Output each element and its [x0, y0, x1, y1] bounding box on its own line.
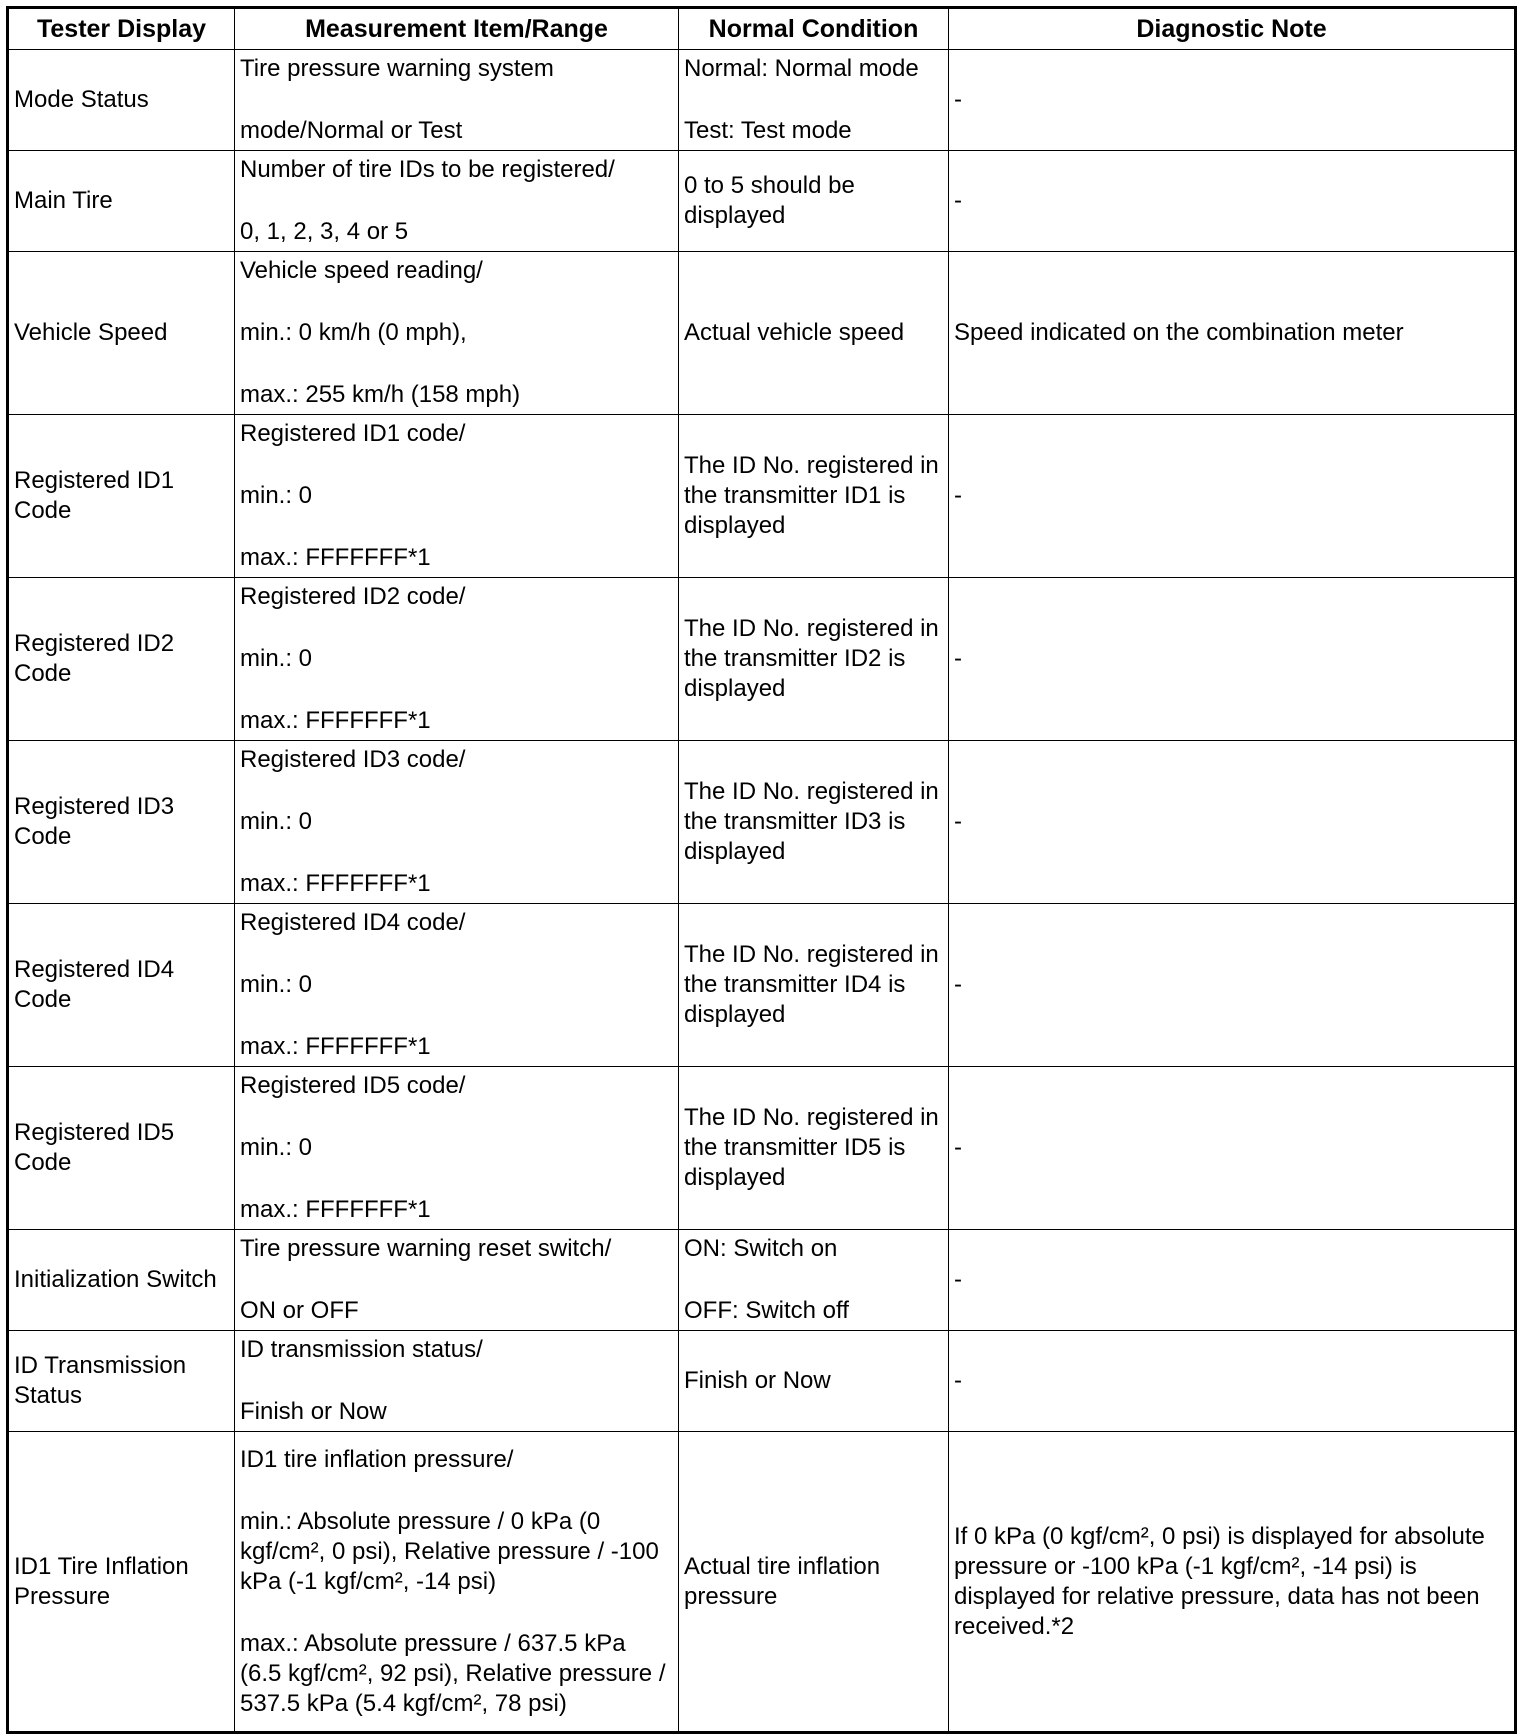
- measure-line: ON or OFF: [240, 1297, 359, 1324]
- cell-tester-display: Registered ID1 Code: [8, 415, 235, 578]
- measure-line: Registered ID3 code/: [240, 746, 466, 773]
- measure-line: Finish or Now: [240, 1398, 387, 1425]
- measure-line: min.: 0: [240, 1134, 313, 1161]
- table-row: [8, 1432, 1516, 1733]
- measure-line: mode/Normal or Test: [240, 117, 463, 144]
- cell-tester-display: Main Tire: [8, 151, 235, 252]
- cell-measurement: [235, 1230, 679, 1331]
- cell-measurement: [235, 1432, 679, 1733]
- table-row: [8, 904, 1516, 1067]
- cell-diagnostic-note: Speed indicated on the combination meter: [949, 252, 1516, 415]
- header-tester-display: Tester Display: [8, 8, 235, 50]
- cell-tester-display: ID Transmission Status: [8, 1331, 235, 1432]
- measure-line: min.: 0: [240, 645, 313, 672]
- table-row: [8, 1067, 1516, 1230]
- cell-normal-condition: Finish or Now: [679, 1331, 949, 1432]
- cell-tester-display: Vehicle Speed: [8, 252, 235, 415]
- cell-diagnostic-note: -: [949, 741, 1516, 904]
- cell-normal-condition: [679, 1230, 949, 1331]
- table-row: [8, 151, 1516, 252]
- table-row: [8, 252, 1516, 415]
- normal-line: ON: Switch on: [684, 1235, 838, 1262]
- measure-line: max.: FFFFFFF*1: [240, 870, 431, 897]
- table-row: [8, 741, 1516, 904]
- measure-line: Number of tire IDs to be registered/: [240, 156, 615, 183]
- cell-normal-condition: Actual tire inflation pressure: [679, 1432, 949, 1733]
- cell-normal-condition: Actual vehicle speed: [679, 252, 949, 415]
- table-row: [8, 50, 1516, 151]
- measure-line: Registered ID4 code/: [240, 909, 466, 936]
- cell-diagnostic-note: -: [949, 50, 1516, 151]
- cell-tester-display: Mode Status: [8, 50, 235, 151]
- table-row: [8, 1331, 1516, 1432]
- measure-line: ID transmission status/: [240, 1336, 483, 1363]
- table-row: [8, 1230, 1516, 1331]
- cell-measurement: [235, 252, 679, 415]
- measure-line: min.: 0 km/h (0 mph),: [240, 319, 467, 346]
- cell-tester-display: Registered ID4 Code: [8, 904, 235, 1067]
- cell-normal-condition: The ID No. registered in the transmitter ID5 is displayed: [679, 1067, 949, 1230]
- cell-normal-condition: The ID No. registered in the transmitter ID3 is displayed: [679, 741, 949, 904]
- measure-line: min.: 0: [240, 482, 313, 509]
- table-row: [8, 578, 1516, 741]
- cell-diagnostic-note: -: [949, 578, 1516, 741]
- cell-tester-display: Registered ID2 Code: [8, 578, 235, 741]
- cell-normal-condition: The ID No. registered in the transmitter ID1 is displayed: [679, 415, 949, 578]
- header-row: [8, 8, 1516, 50]
- cell-measurement: [235, 1067, 679, 1230]
- cell-measurement: [235, 151, 679, 252]
- table-row: [8, 415, 1516, 578]
- header-normal-condition: Normal Condition: [679, 8, 949, 50]
- cell-tester-display: ID1 Tire Inflation Pressure: [8, 1432, 235, 1733]
- measure-line: 0, 1, 2, 3, 4 or 5: [240, 218, 409, 245]
- measure-line: Tire pressure warning system: [240, 55, 554, 82]
- cell-measurement: [235, 415, 679, 578]
- cell-diagnostic-note: -: [949, 415, 1516, 578]
- measure-line: Tire pressure warning reset switch/: [240, 1235, 612, 1262]
- cell-diagnostic-note: -: [949, 1067, 1516, 1230]
- cell-diagnostic-note: -: [949, 151, 1516, 252]
- cell-tester-display: Initialization Switch: [8, 1230, 235, 1331]
- cell-diagnostic-note: -: [949, 1331, 1516, 1432]
- tester-data-table: [6, 6, 1517, 1734]
- header-diagnostic-note: Diagnostic Note: [949, 8, 1516, 50]
- measure-line: min.: Absolute pressure / 0 kPa (0 kgf/cm², 0 psi), Relative pressure / -100 kPa (-1 kgf/cm², -14 psi): [240, 1507, 659, 1595]
- measure-line: min.: 0: [240, 971, 313, 998]
- cell-tester-display: Registered ID3 Code: [8, 741, 235, 904]
- cell-measurement: [235, 741, 679, 904]
- measure-line: max.: Absolute pressure / 637.5 kPa (6.5 kgf/cm², 92 psi), Relative pressure / 537.5 kPa (5.4 kgf/cm², 78 psi): [240, 1629, 666, 1717]
- cell-measurement: [235, 578, 679, 741]
- measure-line: Registered ID5 code/: [240, 1072, 466, 1099]
- cell-diagnostic-note: -: [949, 1230, 1516, 1331]
- measure-line: max.: FFFFFFF*1: [240, 707, 431, 734]
- normal-line: OFF: Switch off: [684, 1297, 849, 1324]
- cell-measurement: [235, 50, 679, 151]
- cell-normal-condition: The ID No. registered in the transmitter ID2 is displayed: [679, 578, 949, 741]
- measure-line: Registered ID2 code/: [240, 583, 466, 610]
- measure-line: max.: FFFFFFF*1: [240, 544, 431, 571]
- header-measurement-item: Measurement Item/Range: [235, 8, 679, 50]
- measure-line: min.: 0: [240, 808, 313, 835]
- measure-line: max.: FFFFFFF*1: [240, 1196, 431, 1223]
- normal-line: Test: Test mode: [684, 117, 852, 144]
- cell-normal-condition: 0 to 5 should be displayed: [679, 151, 949, 252]
- measure-line: max.: 255 km/h (158 mph): [240, 381, 521, 408]
- cell-normal-condition: The ID No. registered in the transmitter ID4 is displayed: [679, 904, 949, 1067]
- cell-measurement: [235, 904, 679, 1067]
- measure-line: ID1 tire inflation pressure/: [240, 1445, 514, 1473]
- measure-line: Vehicle speed reading/: [240, 257, 483, 284]
- measure-line: max.: FFFFFFF*1: [240, 1033, 431, 1060]
- normal-line: Normal: Normal mode: [684, 55, 919, 82]
- measure-line: Registered ID1 code/: [240, 420, 466, 447]
- cell-diagnostic-note: -: [949, 904, 1516, 1067]
- cell-measurement: [235, 1331, 679, 1432]
- cell-tester-display: Registered ID5 Code: [8, 1067, 235, 1230]
- cell-normal-condition: [679, 50, 949, 151]
- cell-diagnostic-note: If 0 kPa (0 kgf/cm², 0 psi) is displayed for absolute pressure or -100 kPa (-1 kgf/cm², -14 psi) is displayed for relative pressure, data has not been received.*2: [949, 1432, 1516, 1733]
